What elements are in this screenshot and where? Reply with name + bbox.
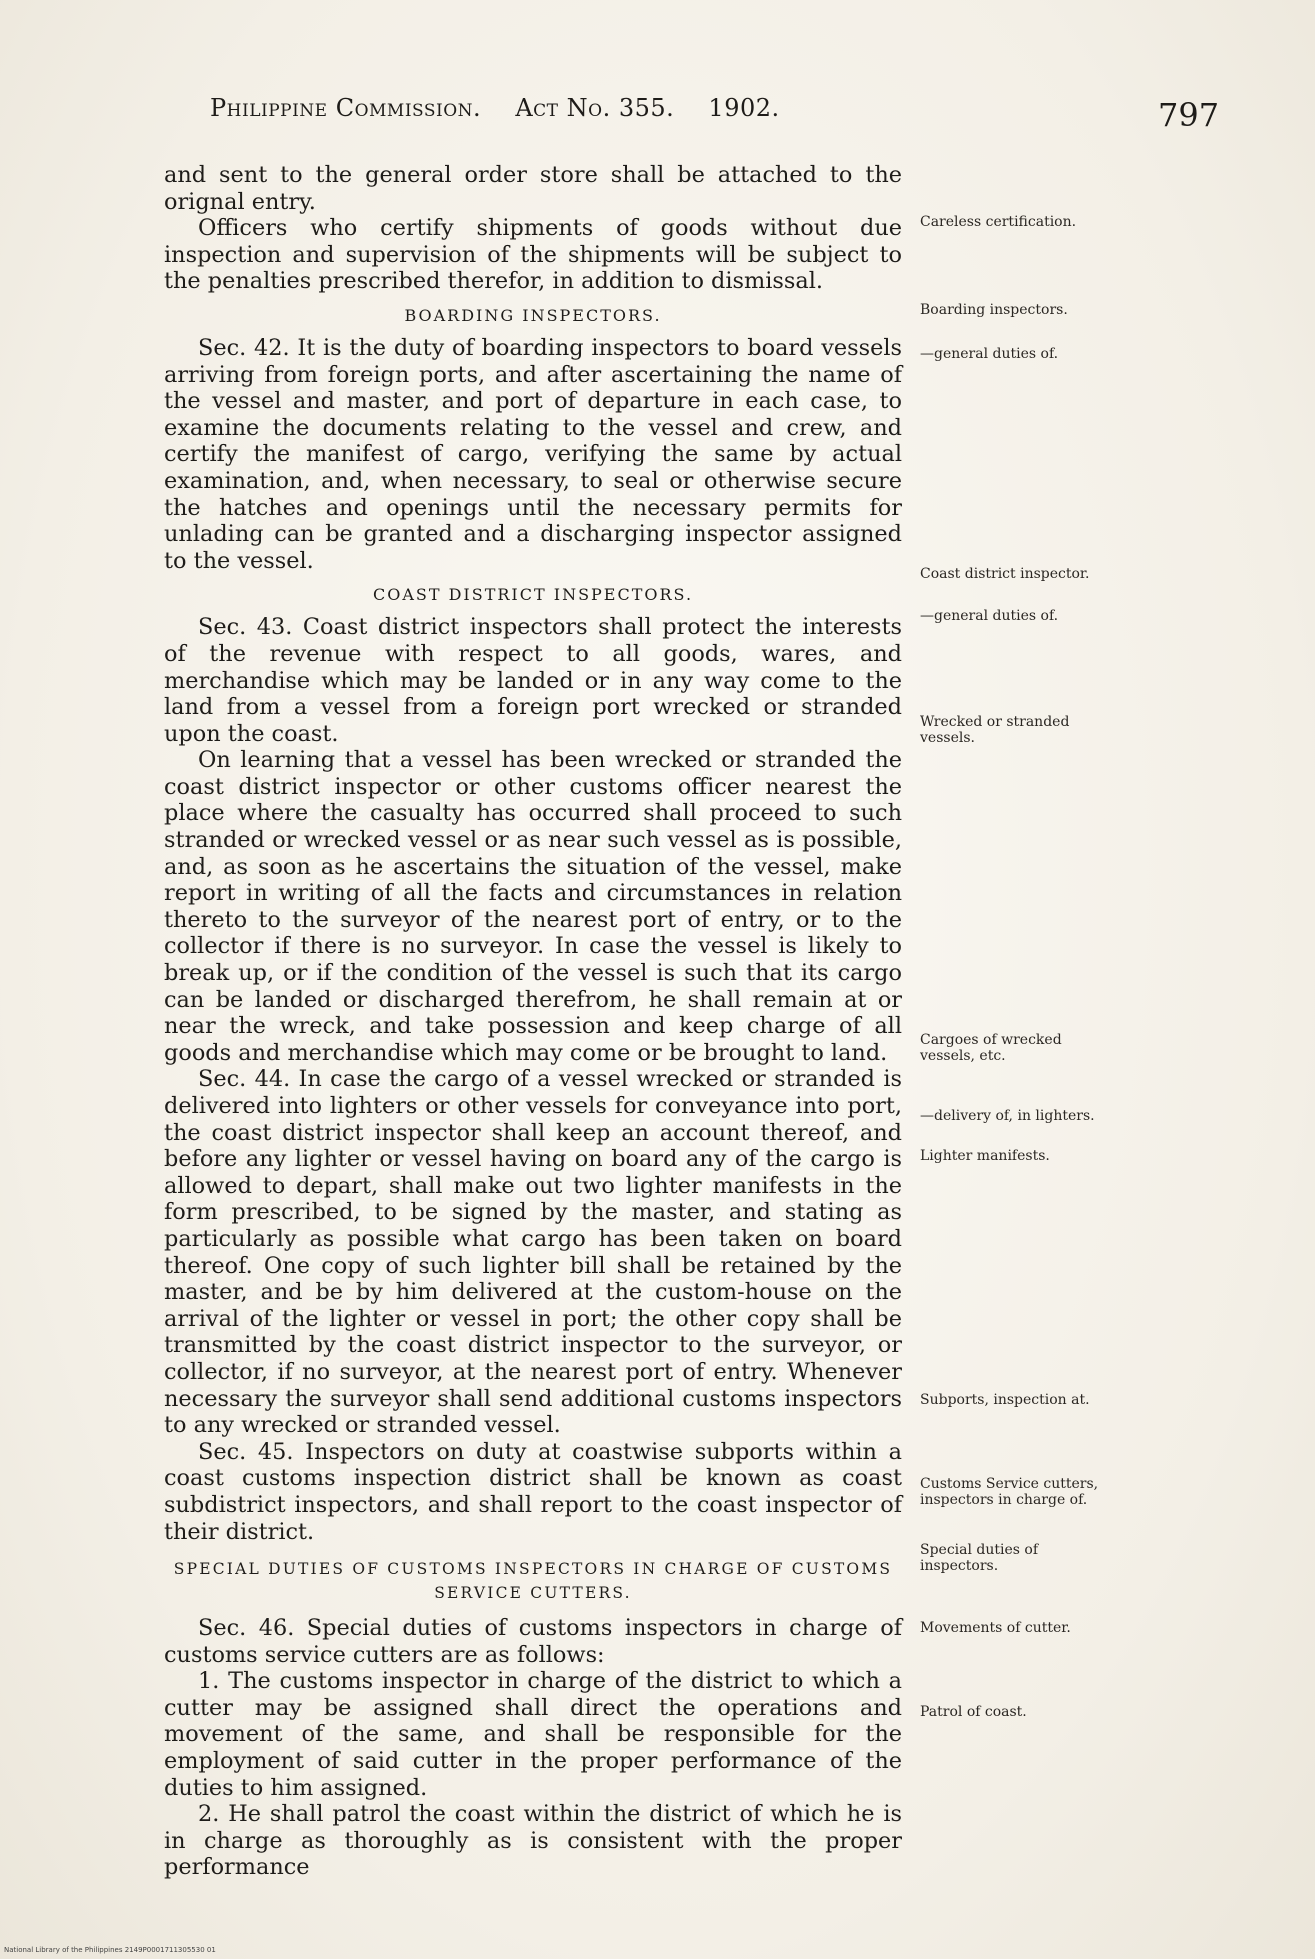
header-year: 1902. bbox=[708, 94, 780, 122]
margin-note-boarding-general-duties: —general duties of. bbox=[920, 346, 1059, 362]
scan-footer: National Library of the Philippines 2149P0001711305530 01 bbox=[4, 1946, 216, 1954]
margin-note-coast-general-duties: —general duties of. bbox=[920, 608, 1059, 624]
paragraph-sec-46: Sec. 46. Special duties of customs inspectors in charge of customs service cutters are as follows: bbox=[164, 1615, 902, 1668]
margin-note-special-duties: Special duties of inspectors. bbox=[920, 1542, 1039, 1574]
paragraph-wrecked-vessels: On learning that a vessel has been wrecked or stranded the coast district inspector or other customs officer nearest the place where the casualty has occurred shall proceed to such stranded or wrecked vessel or as near such vessel as is possible, and, as soon as he ascertains the situation of the vessel, make report in writing of all the facts and circumstances in relation thereto to the surveyor of the nearest port of entry, or to the collector if there is no surveyor. In case the vessel is likely to break up, or if the condition of the vessel is such that its cargo can be landed or discharged therefrom, he shall remain at or near the wreck, and take possession and keep charge of all goods and merchandise which may come or be brought to land. bbox=[164, 747, 902, 1066]
running-header bbox=[210, 94, 910, 122]
margin-note-movements-cutter: Movements of cutter. bbox=[920, 1620, 1071, 1636]
margin-note-delivery-lighters: —delivery of, in lighters. bbox=[920, 1108, 1095, 1124]
paragraph-sec-44: Sec. 44. In case the cargo of a vessel wrecked or stranded is delivered into lighters or other vessels for conveyance into port, the coast district inspector shall keep an account thereof, and before any lighter or vessel having on board any of the cargo is allowed to depart, shall make out two lighter manifests in the form prescribed, to be signed by the master, and stating as particularly as possible what cargo has been taken on board thereof. One copy of such lighter bill shall be retained by the master, and be by him delivered at the custom-house on the arrival of the lighter or vessel in port; the other copy shall be transmitted by the coast district inspector to the surveyor, or collector, if no surveyor, at the nearest port of entry. Whenever necessary the surveyor shall send additional customs inspectors to any wrecked or stranded vessel. bbox=[164, 1066, 902, 1439]
header-act: Act No. 355. bbox=[515, 94, 675, 122]
margin-note-lighter-manifests: Lighter manifests. bbox=[920, 1148, 1050, 1164]
margin-note-wrecked-vessels: Wrecked or stranded vessels. bbox=[920, 714, 1070, 746]
margin-note-subports: Subports, inspection at. bbox=[920, 1392, 1090, 1408]
heading-boarding-inspectors: BOARDING INSPECTORS. bbox=[404, 305, 662, 325]
paragraph-sec-42: Sec. 42. It is the duty of boarding inspectors to board vessels arriving from foreign ports, and after ascertaining the name of the vessel and master, and port of departure in each case, to examine the documents relating to the vessel and crew, and certify the manifest of cargo, verifying the same by actual examination, and, when necessary, to seal or otherwise secure the hatches and openings until the necessary permits for unlading can be granted and a discharging inspector assigned to the vessel. bbox=[164, 334, 902, 574]
margin-note-cutters-inspectors: Customs Service cutters, inspectors in charge of. bbox=[920, 1476, 1099, 1508]
paragraph-sec-45: Sec. 45. Inspectors on duty at coastwise subports within a coast customs inspection district shall be known as coast subdistrict inspectors, and shall report to the coast inspector of their district. bbox=[164, 1438, 902, 1545]
header-commission: Philippine Commission. bbox=[210, 94, 482, 122]
margin-note-careless-certification: Careless certification. bbox=[920, 214, 1077, 230]
margin-note-boarding-inspectors: Boarding inspectors. bbox=[920, 302, 1068, 318]
page-number: 797 bbox=[1158, 96, 1220, 134]
paragraph-continuation: and sent to the general order store shall be attached to the orignal entry. bbox=[164, 162, 902, 215]
margin-note-coast-district-inspector: Coast district inspector. bbox=[920, 566, 1090, 582]
paragraph-item-1: 1. The customs inspector in charge of the district to which a cutter may be assigned shall direct the operations and movement of the same, and shall be responsible for the employment of said cutter in the proper performance of the duties to him assigned. bbox=[164, 1668, 902, 1801]
margin-note-cargoes-wrecked: Cargoes of wrecked vessels, etc. bbox=[920, 1032, 1062, 1064]
heading-coast-district-inspectors: COAST DISTRICT INSPECTORS. bbox=[372, 585, 694, 605]
paragraph-item-2: 2. He shall patrol the coast within the district of which he is in charge as thoroughly as is consistent with the proper performance bbox=[164, 1801, 902, 1881]
paragraph-careless-certification: Officers who certify shipments of goods without due inspection and supervision of the shipments will be subject to the penalties prescribed therefor, in addition to dismissal. bbox=[164, 215, 902, 295]
paragraph-sec-43: Sec. 43. Coast district inspectors shall protect the interests of the revenue with respect to all goods, wares, and merchandise which may be landed or in any way come to the land from a vessel from a foreign port wrecked or stranded upon the coast. bbox=[164, 614, 902, 747]
body-text bbox=[164, 162, 902, 1881]
margin-note-patrol-coast: Patrol of coast. bbox=[920, 1704, 1027, 1720]
heading-special-duties: SPECIAL DUTIES OF CUSTOMS INSPECTORS IN CHARGE OF CUSTOMS SERVICE CUTTERS. bbox=[173, 1560, 893, 1603]
